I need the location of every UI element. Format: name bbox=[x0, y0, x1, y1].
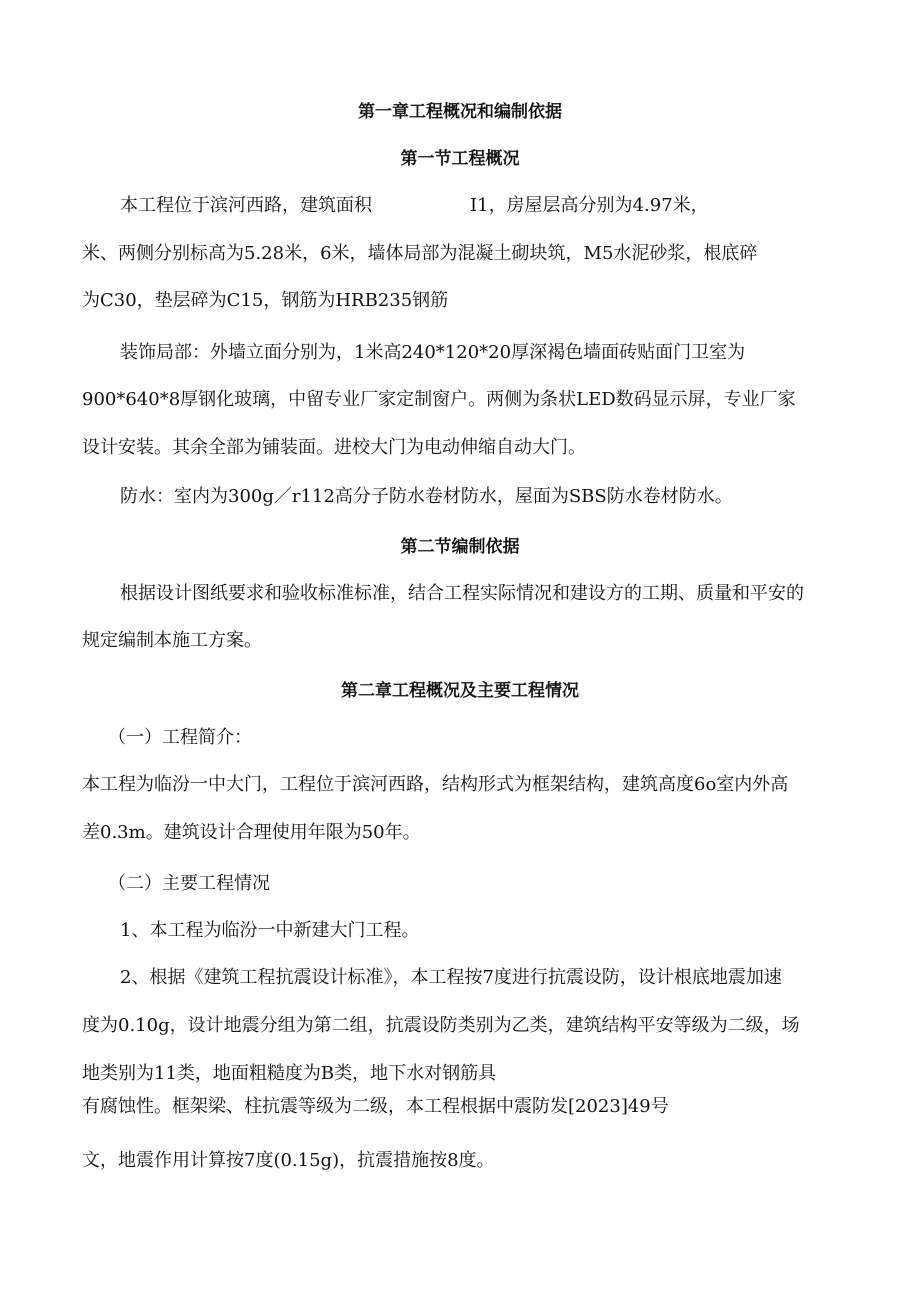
chapter-1-title: 第一章工程概况和编制依据 bbox=[358, 102, 562, 122]
list-item-2-line: 文，地震作用计算按7度(0.15g)，抗震措施按8度。 bbox=[82, 1150, 495, 1171]
basis-paragraph-line: 规定编制本施工方案。 bbox=[82, 630, 262, 651]
chapter-2-title: 第二章工程概况及主要工程情况 bbox=[341, 681, 579, 701]
overview-paragraph-line: 米、两侧分别标高为5.28米，6米，墙体局部为混凝土砌块筑，M5水泥砂浆，根底碎 bbox=[82, 243, 758, 264]
subsection-2-title: （二）主要工程情况 bbox=[108, 873, 270, 894]
overview-paragraph-part-a: 本工程位于滨河西路，建筑面积 bbox=[120, 195, 372, 216]
list-item-2-line: 有腐蚀性。框架梁、柱抗震等级为二级，本工程根据中震防发[2023]49号 bbox=[82, 1096, 669, 1117]
subsection-1-title: （一）工程简介： bbox=[108, 727, 252, 748]
overview-paragraph-part-b: I1，房屋层高分别为4.97米， bbox=[470, 195, 709, 216]
intro-paragraph-line: 差0.3m。建筑设计合理使用年限为50年。 bbox=[82, 822, 421, 843]
section-2-title: 第二节编制依据 bbox=[400, 537, 520, 557]
list-item-2-line: 度为0.10g，设计地震分组为第二组，抗震设防类别为乙类，建筑结构平安等级为二级，场 bbox=[82, 1015, 800, 1036]
decoration-paragraph-line: 900*640*8厚钢化玻璃，中留专业厂家定制窗户。两侧为条状LED数码显示屏，专业厂家 bbox=[82, 389, 796, 410]
overview-paragraph-line: 为C30，垫层碎为C15，钢筋为HRB235钢筋 bbox=[82, 290, 449, 311]
basis-paragraph-line: 根据设计图纸要求和验收标准标准，结合工程实际情况和建设方的工期、质量和平安的 bbox=[120, 583, 804, 604]
intro-paragraph-line: 本工程为临汾一中大门，工程位于滨河西路，结构形式为框架结构，建筑高度6o室内外高 bbox=[82, 774, 789, 795]
decoration-paragraph-line: 设计安装。其余全部为铺装面。进校大门为电动伸缩自动大门。 bbox=[82, 437, 586, 458]
list-item-2-line: 2、根据《建筑工程抗震设计标准》，本工程按7度进行抗震设防，设计根底地震加速 bbox=[120, 967, 782, 988]
waterproof-paragraph: 防水：室内为300g／r112高分子防水卷材防水，屋面为SBS防水卷材防水。 bbox=[120, 486, 733, 507]
decoration-paragraph-line: 装饰局部：外墙立面分别为，1米高240*120*20厚深褐色墙面砖贴面门卫室为 bbox=[120, 342, 746, 363]
list-item-1: 1、本工程为临汾一中新建大门工程。 bbox=[120, 920, 420, 941]
section-1-title: 第一节工程概况 bbox=[400, 149, 520, 169]
list-item-2-line: 地类别为11类，地面粗糙度为B类，地下水对钢筋具 bbox=[82, 1063, 497, 1084]
